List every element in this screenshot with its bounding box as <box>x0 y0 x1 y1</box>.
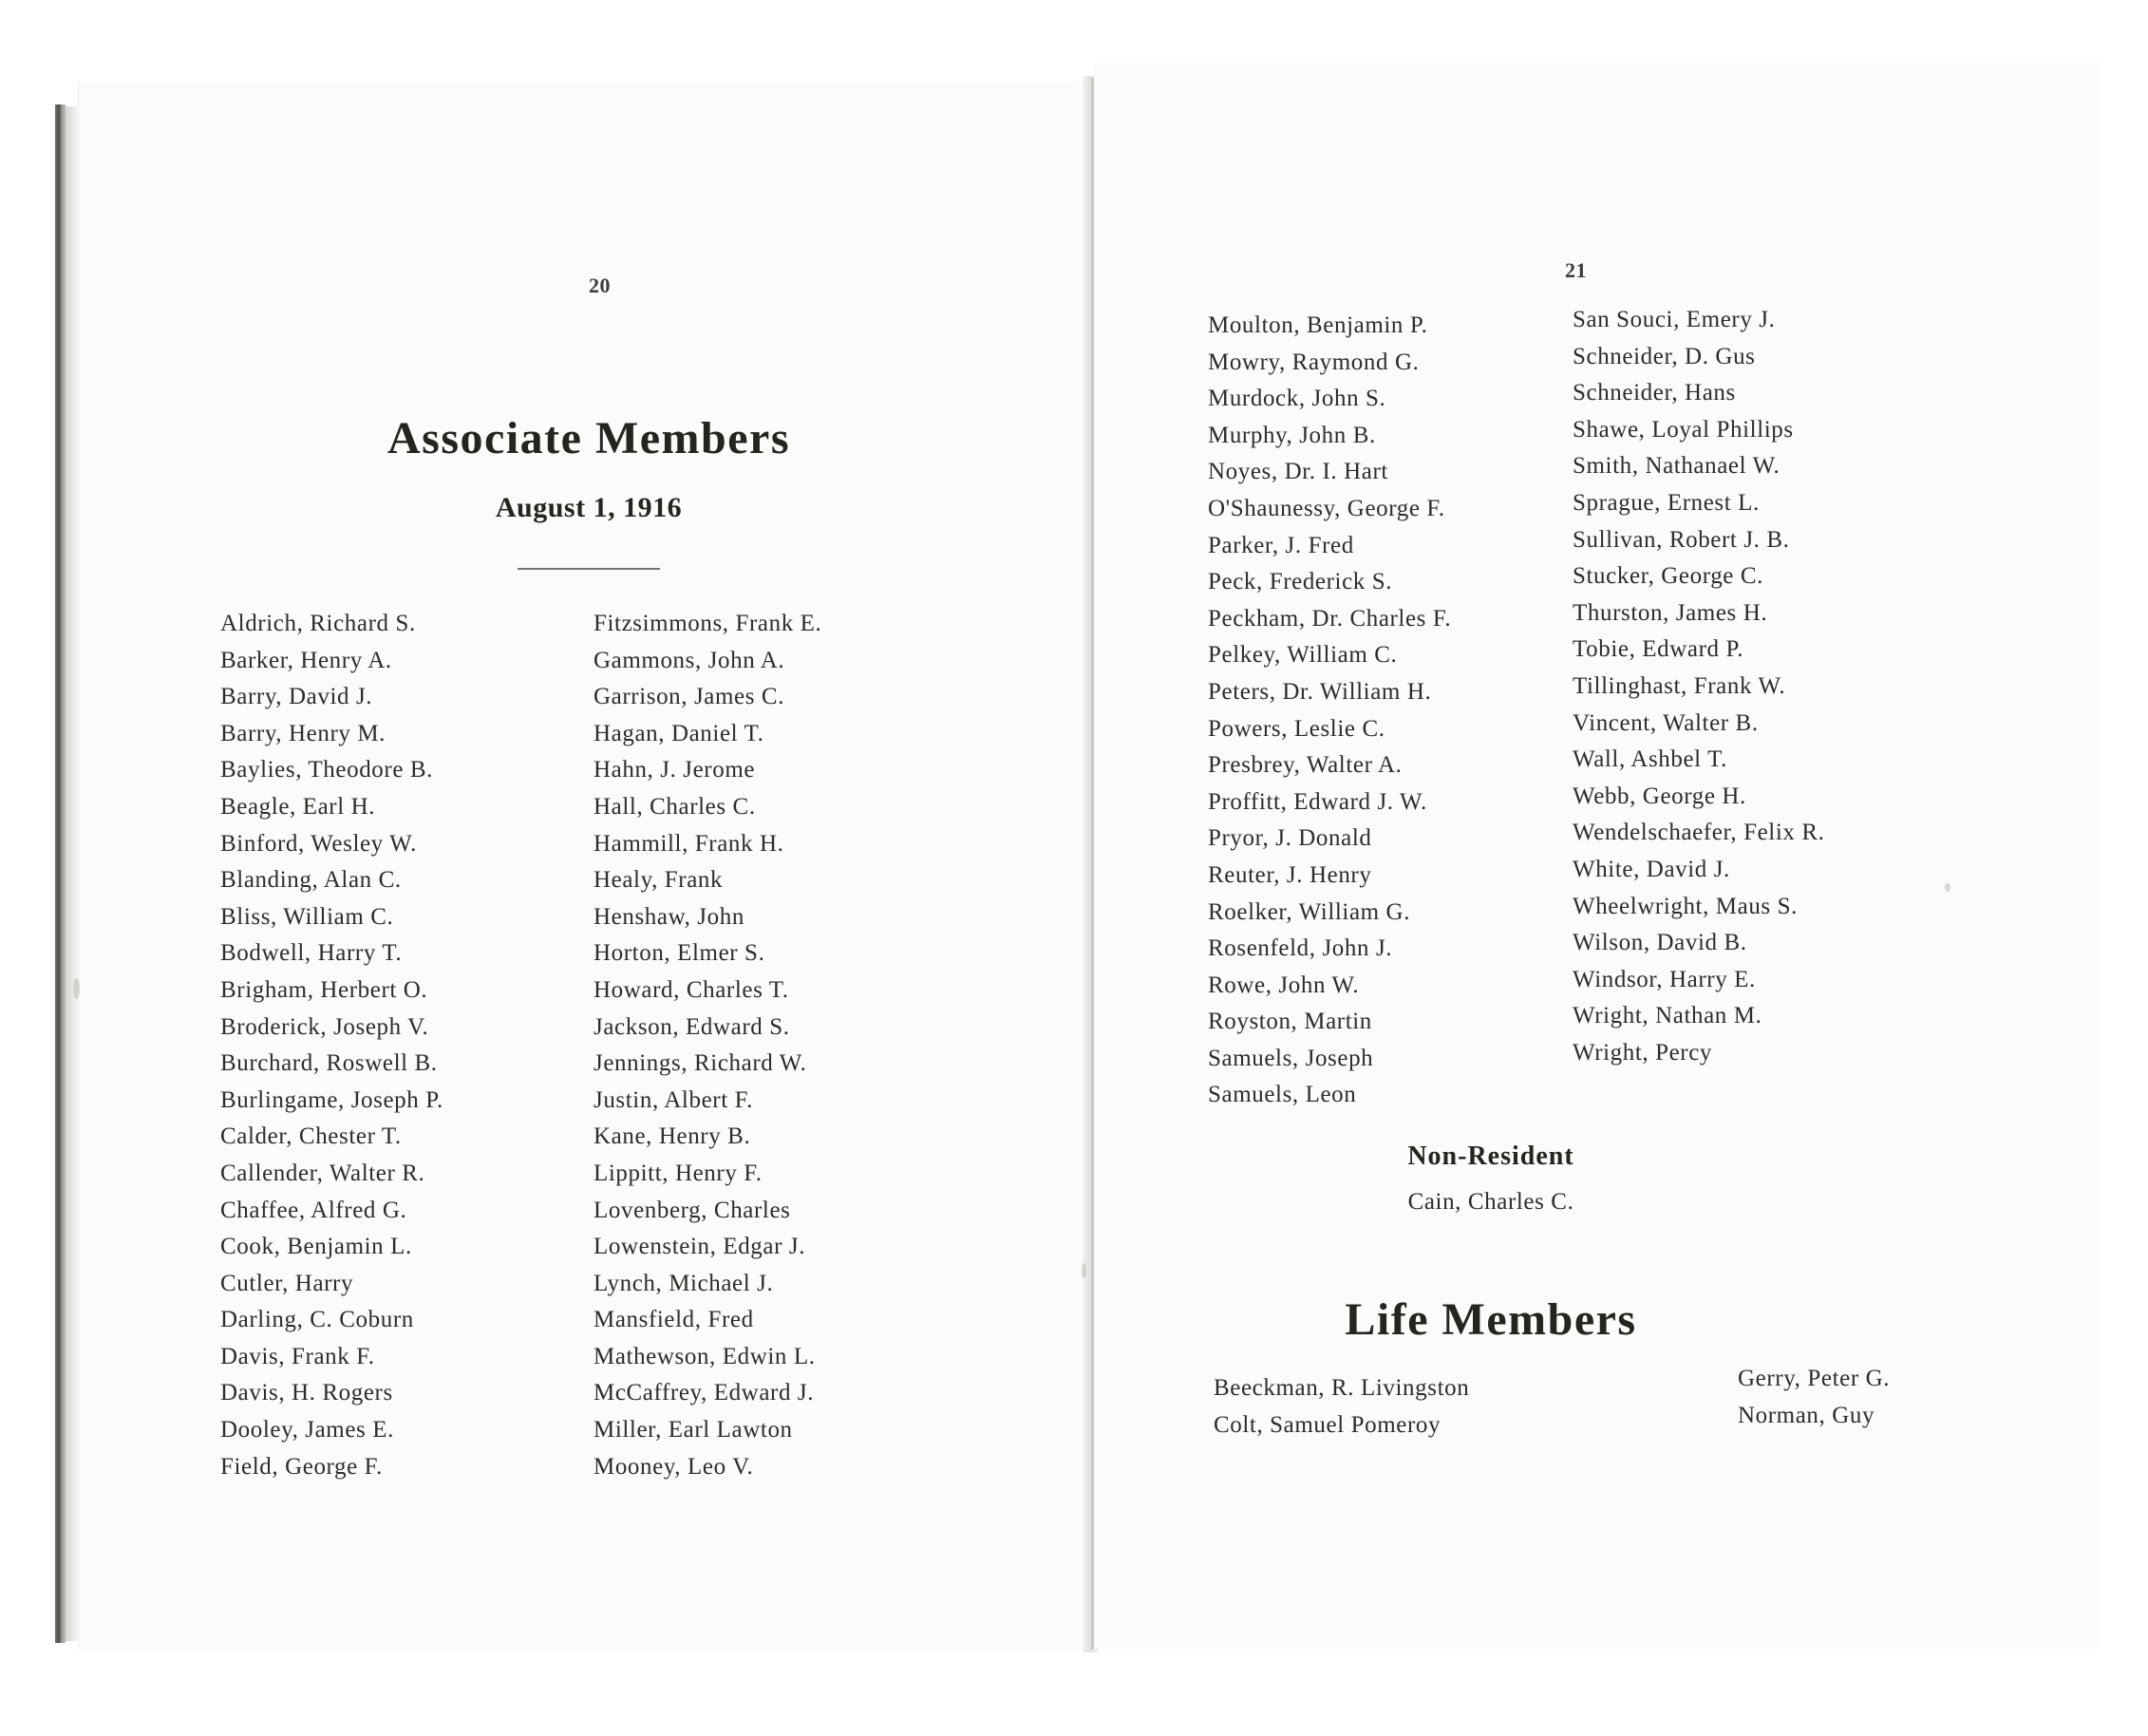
member-name: Sprague, Ernest L. <box>1573 489 1760 516</box>
member-name: Wall, Ashbel T. <box>1573 746 1727 773</box>
associate-members-column-1 <box>220 606 443 1485</box>
associate-members-date: August 1, 1916 <box>495 492 683 523</box>
member-name: Tillinghast, Frank W. <box>1573 672 1786 699</box>
member-name: Peck, Frederick S. <box>1208 569 1393 595</box>
associate-members-continued-column-1 <box>1208 308 1451 1114</box>
member-name: Windsor, Harry E. <box>1573 966 1756 992</box>
member-name: Cutler, Harry <box>220 1270 354 1296</box>
member-name: Lowenstein, Edgar J. <box>594 1234 806 1260</box>
member-name: White, David J. <box>1573 856 1730 882</box>
life-members-column-2 <box>1738 1360 1890 1434</box>
member-name: Murphy, John B. <box>1208 422 1376 448</box>
member-name: Hagan, Daniel T. <box>594 720 764 746</box>
page-number-left: 20 <box>589 274 611 297</box>
member-name: Lynch, Michael J. <box>594 1270 774 1296</box>
member-name: Beagle, Earl H. <box>220 793 376 820</box>
member-name: Davis, Frank F. <box>220 1343 375 1369</box>
member-name: Healy, Frank <box>594 867 724 894</box>
member-name: McCaffrey, Edward J. <box>594 1380 815 1406</box>
member-name: Barry, Henry M. <box>220 720 386 746</box>
member-name: Aldrich, Richard S. <box>220 611 416 636</box>
member-name: Bliss, William C. <box>220 903 394 930</box>
member-name: Blanding, Alan C. <box>220 867 402 894</box>
member-name: Powers, Leslie C. <box>1208 715 1385 742</box>
life-members-column-1 <box>1214 1369 1469 1444</box>
member-name: Bodwell, Harry T. <box>220 940 403 967</box>
member-name: Schneider, D. Gus <box>1573 343 1756 369</box>
non-resident-names <box>1291 1189 1690 1216</box>
book-binding-shadow <box>66 106 78 1641</box>
member-name: Henshaw, John <box>594 903 744 930</box>
member-name: Samuels, Joseph <box>1208 1045 1374 1071</box>
member-name: Garrison, James C. <box>594 684 785 710</box>
member-name: Hahn, J. Jerome <box>594 757 756 783</box>
non-resident-member-name: Cain, Charles C. <box>1407 1189 1574 1215</box>
associate-members-continued-column-2 <box>1573 302 1824 1071</box>
member-name: Sullivan, Robert J. B. <box>1573 526 1790 553</box>
member-name: Mowry, Raymond G. <box>1208 349 1420 375</box>
member-name: Smith, Nathanael W. <box>1573 453 1781 480</box>
member-name: Samuels, Leon <box>1208 1082 1357 1108</box>
member-name: Burchard, Roswell B. <box>220 1050 438 1077</box>
member-name: San Souci, Emery J. <box>1573 307 1776 332</box>
member-name: Reuter, J. Henry <box>1208 861 1372 888</box>
title-divider-rule <box>518 568 660 570</box>
member-name: Pelkey, William C. <box>1208 642 1398 669</box>
associate-members-title: Associate Members <box>386 413 791 463</box>
member-name: Horton, Elmer S. <box>594 940 765 967</box>
member-name: Broderick, Joseph V. <box>220 1013 429 1040</box>
member-name: Stucker, George C. <box>1573 563 1763 590</box>
member-name: Vincent, Walter B. <box>1573 709 1759 736</box>
member-name: Baylies, Theodore B. <box>220 757 433 783</box>
member-name: Webb, George H. <box>1573 783 1746 809</box>
member-name: Davis, H. Rogers <box>220 1380 393 1406</box>
member-name: Fitzsimmons, Frank E. <box>594 611 822 636</box>
member-name: Presbrey, Walter A. <box>1208 752 1403 779</box>
member-name: Thurston, James H. <box>1573 599 1768 626</box>
member-name: Gammons, John A. <box>594 647 785 673</box>
member-name: Chaffee, Alfred G. <box>220 1197 407 1223</box>
life-member-name: Beeckman, R. Livingston <box>1214 1375 1470 1401</box>
member-name: Hall, Charles C. <box>594 793 756 820</box>
member-name: Wheelwright, Maus S. <box>1573 893 1798 919</box>
member-name: Brigham, Herbert O. <box>220 976 428 1003</box>
member-name: Wendelschaefer, Felix R. <box>1573 820 1825 846</box>
member-name: Royston, Martin <box>1208 1009 1372 1035</box>
member-name: Wright, Nathan M. <box>1573 1003 1762 1029</box>
member-name: Peters, Dr. William H. <box>1208 678 1432 705</box>
member-name: Barry, David J. <box>220 684 373 710</box>
member-name: Darling, C. Coburn <box>220 1307 414 1333</box>
life-member-name: Norman, Guy <box>1738 1403 1875 1428</box>
member-name: Lovenberg, Charles <box>594 1197 791 1223</box>
member-name: Pryor, J. Donald <box>1208 825 1372 852</box>
member-name: Shawe, Loyal Phillips <box>1573 416 1794 443</box>
life-members-heading: Life Members <box>1345 1294 1637 1345</box>
member-name: Jackson, Edward S. <box>594 1013 790 1040</box>
member-name: Murdock, John S. <box>1208 386 1386 412</box>
scan-speck <box>1082 1263 1086 1278</box>
member-name: Kane, Henry B. <box>594 1123 751 1150</box>
member-name: Rosenfeld, John J. <box>1208 935 1393 962</box>
member-name: Cook, Benjamin L. <box>220 1234 412 1260</box>
member-name: Moulton, Benjamin P. <box>1208 312 1428 338</box>
member-name: Burlingame, Joseph P. <box>220 1086 443 1113</box>
member-name: Mathewson, Edwin L. <box>594 1343 816 1369</box>
member-name: Mooney, Leo V. <box>594 1453 754 1480</box>
member-name: Dooley, James E. <box>220 1417 394 1444</box>
member-name: Miller, Earl Lawton <box>594 1417 793 1444</box>
member-name: Hammill, Frank H. <box>594 830 784 857</box>
member-name: Barker, Henry A. <box>220 647 392 673</box>
member-name: Justin, Albert F. <box>594 1086 753 1113</box>
member-name: Peckham, Dr. Charles F. <box>1208 605 1452 632</box>
life-member-name: Gerry, Peter G. <box>1738 1366 1891 1391</box>
scan-speck <box>1945 883 1950 892</box>
member-name: Wright, Percy <box>1573 1039 1713 1066</box>
member-name: Lippitt, Henry F. <box>594 1160 763 1186</box>
scan-speck <box>73 978 80 999</box>
member-name: Field, George F. <box>220 1453 384 1480</box>
member-name: Calder, Chester T. <box>220 1123 402 1150</box>
member-name: Roelker, William G. <box>1208 898 1411 925</box>
member-name: Binford, Wesley W. <box>220 830 417 857</box>
member-name: Rowe, John W. <box>1208 972 1360 998</box>
member-name: Noyes, Dr. I. Hart <box>1208 459 1388 485</box>
member-name: Howard, Charles T. <box>594 976 789 1003</box>
member-name: Tobie, Edward P. <box>1573 636 1744 663</box>
associate-members-column-2 <box>594 606 821 1485</box>
member-name: Jennings, Richard W. <box>594 1050 807 1077</box>
book-binding-edge <box>55 104 66 1643</box>
member-name: Proffitt, Edward J. W. <box>1208 788 1427 815</box>
member-name: Mansfield, Fred <box>594 1307 754 1333</box>
member-name: Parker, J. Fred <box>1208 532 1354 558</box>
page-number-right: 21 <box>1565 258 1587 282</box>
member-name: Callender, Walter R. <box>220 1160 425 1186</box>
life-member-name: Colt, Samuel Pomeroy <box>1214 1412 1441 1438</box>
non-resident-heading: Non-Resident <box>1407 1142 1574 1171</box>
member-name: Wilson, David B. <box>1573 930 1747 956</box>
member-name: O'Shaunessy, George F. <box>1208 495 1445 521</box>
member-name: Schneider, Hans <box>1573 380 1736 406</box>
